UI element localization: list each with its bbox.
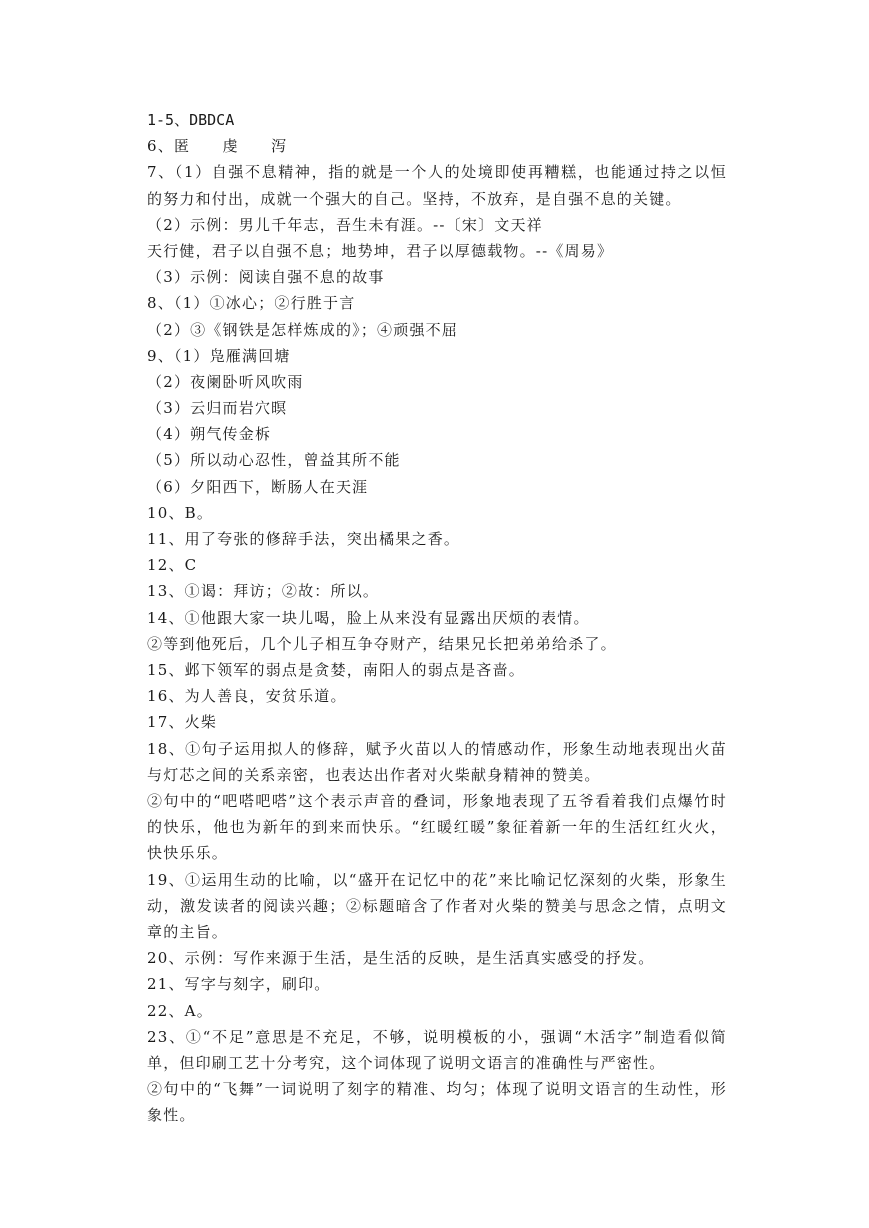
- answer-line-15: 15、邺下领军的弱点是贪婪，南阳人的弱点是吝啬。: [147, 660, 525, 679]
- answer-line-14-1: 14、①他跟大家一块儿喝，脸上从来没有显露出厌烦的表情。: [147, 608, 590, 627]
- answer-line-17: 17、火柴: [147, 713, 218, 732]
- answer-line-9-5: （5）所以动心忍性，曾益其所不能: [147, 451, 401, 470]
- answer-line-19: 19、①运用生动的比喻，以“盛开在记忆中的花”来比喻记忆深刻的火柴，形象生动，激发读者的阅读兴趣；②标题暗含了作者对火柴的赞美与思念之情，点明文章的主旨。: [147, 870, 727, 941]
- answer-line-11: 11、用了夸张的修辞手法，突出橘果之香。: [147, 530, 461, 549]
- answer-line-18-2: ②句中的“吧嗒吧嗒”这个表示声音的叠词，形象地表现了五爷看着我们点爆竹时的快乐，他也为新年的到来而快乐。“红暖红暖”象征着新一年的生活红红火火，快快乐乐。: [147, 791, 727, 863]
- answer-line-14-2: ②等到他死后，几个儿子相互争夺财产，结果兄长把弟弟给杀了。: [147, 634, 617, 653]
- answer-line-7-1: 7、（1）自强不息精神，指的就是一个人的处境即使再糟糕，也能通过持之以恒的努力和付出，成就一个强大的自己。坚持，不放弃，是自强不息的关键。: [147, 163, 727, 208]
- answer-line-7-3: （3）示例：阅读自强不息的故事: [147, 268, 385, 287]
- answer-line-9-4: （4）朔气传金柝: [147, 425, 272, 444]
- answer-line-6: 6、匿 虔 泻: [147, 137, 288, 156]
- answer-line-9-1: 9、（1）凫雁满回塘: [147, 346, 291, 365]
- answer-line-13: 13、①谒：拜访；②故：所以。: [147, 582, 380, 601]
- answer-line-12: 12、C: [147, 556, 198, 575]
- answer-line-7-2-quote: 天行健，君子以自强不息；地势坤，君子以厚德载物。--《周易》: [147, 241, 614, 260]
- answer-line-23-2: ②句中的“飞舞”一词说明了刻字的精准、均匀；体现了说明文语言的生动性，形象性。: [147, 1080, 727, 1125]
- answer-line-20: 20、示例：写作来源于生活，是生活的反映，是生活真实感受的抒发。: [147, 949, 655, 968]
- answer-line-9-6: （6）夕阳西下，断肠人在天涯: [147, 477, 369, 496]
- answer-key-text: [147, 107, 727, 1129]
- answer-line-10: 10、B。: [147, 503, 214, 522]
- answer-line-8-2: （2）③《钢铁是怎样炼成的》；④顽强不屈: [147, 320, 459, 339]
- answer-line-7-2: （2）示例：男儿千年志，吾生未有涯。--〔宋〕文天祥: [147, 215, 543, 234]
- answer-line-9-3: （3）云归而岩穴暝: [147, 399, 288, 418]
- answer-line-16: 16、为人善良，安贫乐道。: [147, 687, 347, 706]
- answer-line-8-1: 8、（1）①冰心；②行胜于言: [147, 294, 356, 313]
- answer-line-9-2: （2）夜阑卧听风吹雨: [147, 372, 304, 391]
- answer-line-1-5: 1-5、DBDCA: [147, 111, 235, 129]
- answer-line-22: 22、A。: [147, 1001, 213, 1020]
- answer-line-18-1: 18、①句子运用拟人的修辞，赋予火苗以人的情感动作，形象生动地表现出火苗与灯芯之间的关系亲密，也表达出作者对火柴献身精神的赞美。: [147, 739, 727, 784]
- answer-line-21: 21、写字与刻字，刷印。: [147, 975, 331, 994]
- answer-line-23-1: 23、①“不足”意思是不充足，不够，说明模板的小，强调“木活字”制造看似简单，但印刷工艺十分考究，这个词体现了说明文语言的准确性与严密性。: [147, 1027, 727, 1072]
